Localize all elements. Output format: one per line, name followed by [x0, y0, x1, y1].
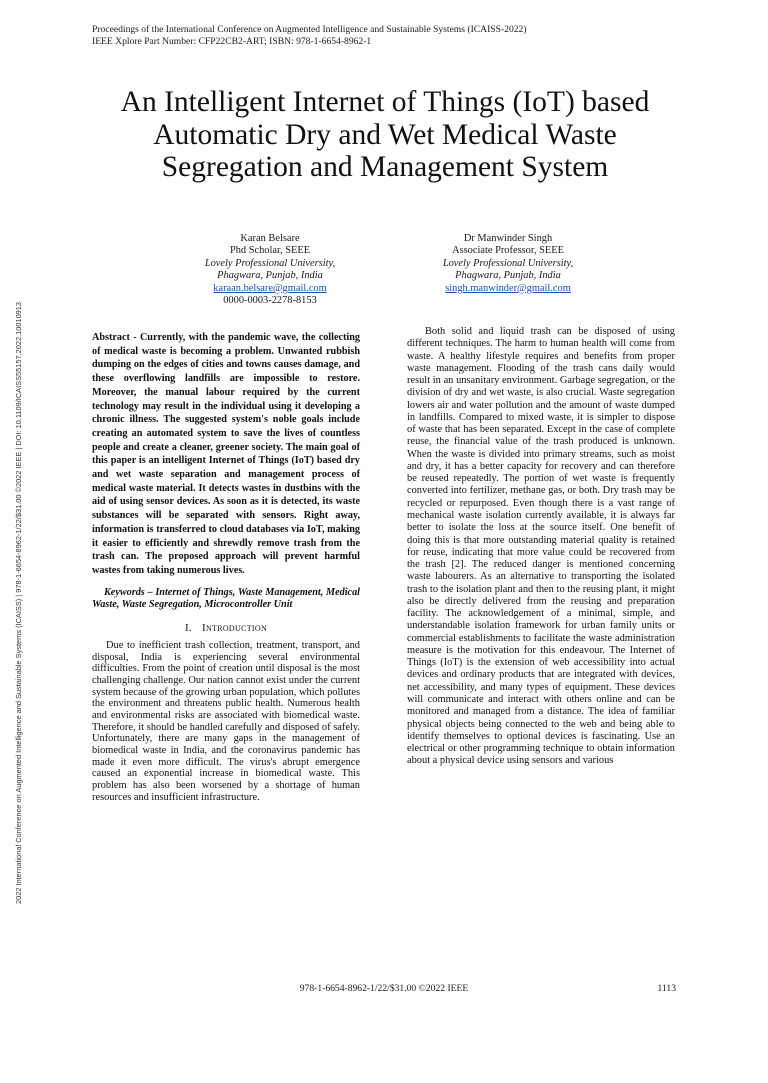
author-role: Phd Scholar, SEEE	[229, 245, 311, 257]
title-line-3: Segregation and Management System	[161, 151, 609, 183]
section-title: Introduction	[201, 622, 268, 635]
author-name: Dr Manwinder Singh	[463, 233, 553, 244]
paper-title	[60, 86, 710, 184]
conference-name: Proceedings of the International Conference on Augmented Intelligence and Sustainable Systems (ICAISS-2022)	[92, 24, 527, 35]
page-number: 1113	[657, 983, 676, 994]
author-block-1	[140, 233, 400, 307]
introduction-paragraph: Due to inefficient trash collection, treatment, transport, and disposal, India is experiencing several environmental difficulties. From the point of creation until disposal is the most challenging challenge. Our nation cannot exist under the current system because of the growing urban population, which pollutes the environment and threatens public health. Numerous health and environmental risks are associated with biomedical waste. Therefore, it should be handled carefully and disposed of safely. Unfortunately, there are many gaps in the management of biomedical waste in India, and the coronavirus pandemic has made it even more difficult. The virus's abrupt emergence caused an exponential increase in biomedical waste. This problem has also been worsened by a shortage of human resources and insufficient infrastructure.	[92, 640, 360, 803]
keywords: Keywords – Internet of Things, Waste Management, Medical Waste, Waste Segregation, Microcontroller Unit	[92, 586, 360, 610]
author-university: Lovely Professional University,	[204, 257, 336, 269]
author-role: Associate Professor, SEEE	[452, 245, 564, 257]
author-location: Phagwara, Punjab, India	[455, 270, 561, 282]
isbn-line: IEEE Xplore Part Number: CFP22CB2-ART; ISBN: 978-1-6654-8962-1	[92, 35, 372, 47]
title-line-2: Automatic Dry and Wet Medical Waste	[153, 118, 617, 151]
author-name: Karan Belsare	[240, 233, 300, 244]
author-orcid: 0000-0003-2278-8153	[223, 295, 317, 307]
author-email-link[interactable]: singh.manwinder@gmail.com	[445, 282, 571, 294]
side-doi-text: 2022 International Conference on Augmented Intelligence and Sustainable Systems (ICAISS) | 978-1-6654-8962-1/22/$31.00 ©2022 IEEE | DOI: 10.1109/ICAISS55157.2022.10010913	[14, 301, 23, 905]
right-column	[407, 326, 675, 768]
author-email-link[interactable]: karaan.belsare@gmail.com	[213, 282, 327, 294]
conference-header	[92, 24, 712, 47]
footer-copyright: 978-1-6654-8962-1/22/$31.00 ©2022 IEEE	[299, 983, 469, 994]
section-number: I.	[184, 622, 192, 635]
section-heading-introduction	[92, 622, 360, 635]
abstract: Abstract - Currently, with the pandemic wave, the collecting of medical waste is becoming a problem. Unwanted rubbish dumping on the edges of cities and towns causes damage, and these overflowing landfills are impossible to restore. Moreover, the manual labour required by the current technology may result in the individual using it developing a chronic illness. The suggested system's noble goals include creating an automated system to save the lives of countless people and create a cleaner, greener society. The main goal of this paper is an intelligent Internet of Things (IoT) based dry and wet waste separation and management process of medical waste material. It detects wastes in dustbins with the aid of using sensor devices. As soon as it is detected, its waste substances will be separated with sensors. Right away, information is transferred to cloud databases via IoT, making it easier to efficiently and shrewdly remove trash from the trash can. The proposed approach will prevent harmful wastes from taking numerous lives.	[92, 332, 360, 576]
author-block-2	[378, 233, 638, 295]
left-column	[92, 331, 360, 803]
body-paragraph: Both solid and liquid trash can be disposed of using different techniques. The harm to human health will come from waste. A healthy lifestyle requires and benefits from proper waste management. Flooding of the trash cans daily would result in an unsanitary environment. Garbage segregation, or the division of dry and wet waste, is also crucial. Waste segregation lowers air and water pollution and the amount of waste dumped in landfills. Compared to mixed waste, it is simpler to dispose of waste that has been separated. Except in the case of complete reuse, the financial value of the trash produced is unknown. When the waste is divided into primary streams, such as moist and dry, it has a better capacity for recovery and can therefore be reused repeatedly. The portion of wet waste is frequently converted into fertilizer, methane gas, or both. Dry trash may be recycled or repurposed. Even though there is a vast range of mechanical waste isolation currently available, it is always far better to isolate the loss at the source itself. One benefit of doing this is that more outstanding material quality is retained for reuse, indicating that more value could be recovered from the trash [2]. The reduced danger is mentioned concerning waste labourers. As an alternative to transporting the isolated trash to the isolation plant and then to the reusing plant, it might also be directly delivered from the reusing and preparation facility. The acknowledgement of a minimal, simple, and understandable isolation framework for urban family units or commercial establishments to facilitate the waste administration measure is the motivation for this endeavour. The Internet of Things (IoT) is the extension of web accessibility into actual devices and ordinary products that are integrated with devices, net accessibility, and many types of equipment. These devices will communicate and interact with others online and can be monitored and managed from a distance. The idea of familiar physical objects being connected to the web and being able to identify themselves to optional devices is fascinating. Use an electrical or other programming technique to obtain information about a physical device using sensors and various	[407, 326, 675, 767]
title-line-1: An Intelligent Internet of Things (IoT) based	[120, 86, 650, 118]
author-location: Phagwara, Punjab, India	[217, 270, 323, 282]
author-university: Lovely Professional University,	[442, 257, 574, 269]
